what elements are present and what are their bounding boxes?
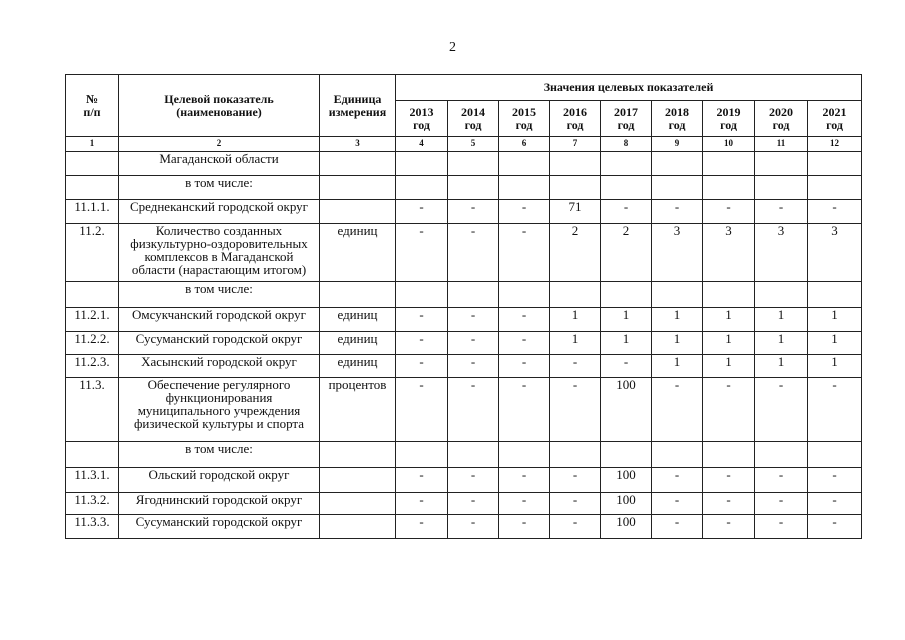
- row-value: [550, 176, 601, 200]
- row-value: 3: [755, 224, 808, 282]
- column-number: 9: [652, 137, 703, 152]
- row-value: 2: [550, 224, 601, 282]
- row-value: 3: [808, 224, 862, 282]
- row-value: -: [499, 224, 550, 282]
- column-number: 11: [755, 137, 808, 152]
- row-value: [808, 442, 862, 468]
- row-value: -: [550, 468, 601, 493]
- column-number: 5: [448, 137, 499, 152]
- row-value: -: [652, 200, 703, 224]
- row-value: 1: [808, 355, 862, 378]
- header-year-word: год: [826, 117, 843, 132]
- header-year: [703, 101, 755, 137]
- row-indicator-name: Количество созданных физкультурно-оздоровительных комплексов в Магаданской области (нарастающим итогом): [119, 224, 320, 282]
- table-row: [66, 355, 862, 378]
- row-value: [703, 176, 755, 200]
- table-row: [66, 308, 862, 332]
- row-indicator-name: в том числе:: [119, 442, 320, 468]
- row-value: -: [499, 332, 550, 355]
- row-value: [396, 442, 448, 468]
- row-value: [499, 442, 550, 468]
- header-year: [808, 101, 862, 137]
- row-value: [755, 282, 808, 308]
- target-indicators-table: [65, 74, 862, 539]
- row-value: -: [396, 332, 448, 355]
- row-value: -: [448, 493, 499, 515]
- row-value: -: [448, 355, 499, 378]
- row-indicator-name: Сусуманский городской округ: [119, 332, 320, 355]
- row-code: [66, 282, 119, 308]
- header-year: [550, 101, 601, 137]
- row-value: -: [499, 200, 550, 224]
- header-year-word: год: [413, 117, 430, 132]
- row-value: 1: [755, 308, 808, 332]
- header-indicator: Целевой показатель (наименование): [119, 75, 320, 137]
- row-indicator-name: Ольский городской округ: [119, 468, 320, 493]
- row-indicator-name: Магаданской области: [119, 152, 320, 176]
- table-row: [66, 152, 862, 176]
- row-value: -: [808, 200, 862, 224]
- row-value: [755, 176, 808, 200]
- row-value: -: [448, 308, 499, 332]
- row-unit: единиц: [320, 224, 396, 282]
- row-value: -: [396, 308, 448, 332]
- row-value: [652, 442, 703, 468]
- row-value: 100: [601, 378, 652, 442]
- row-unit: [320, 282, 396, 308]
- row-value: -: [499, 493, 550, 515]
- row-value: [808, 282, 862, 308]
- row-value: [703, 152, 755, 176]
- row-code: 11.3.1.: [66, 468, 119, 493]
- table-row: [66, 515, 862, 539]
- row-code: 11.2.1.: [66, 308, 119, 332]
- row-value: -: [396, 378, 448, 442]
- row-value: -: [550, 493, 601, 515]
- row-value: [703, 282, 755, 308]
- row-value: [396, 152, 448, 176]
- row-unit: [320, 200, 396, 224]
- table-row: [66, 224, 862, 282]
- row-code: 11.2.2.: [66, 332, 119, 355]
- header-year-number: 2015: [512, 104, 536, 119]
- header-year-word: год: [617, 117, 635, 132]
- row-value: -: [448, 200, 499, 224]
- row-value: -: [601, 355, 652, 378]
- row-indicator-name: Хасынский городской округ: [119, 355, 320, 378]
- column-number: 2: [119, 137, 320, 152]
- row-value: -: [808, 378, 862, 442]
- row-value: -: [550, 378, 601, 442]
- row-code: 11.1.1.: [66, 200, 119, 224]
- column-number: 10: [703, 137, 755, 152]
- row-value: -: [703, 200, 755, 224]
- row-value: [499, 176, 550, 200]
- row-unit: единиц: [320, 332, 396, 355]
- row-value: -: [703, 515, 755, 539]
- row-value: -: [550, 355, 601, 378]
- row-value: 1: [550, 332, 601, 355]
- row-value: -: [448, 332, 499, 355]
- row-unit: [320, 515, 396, 539]
- header-year-number: 2017: [614, 104, 638, 119]
- row-value: -: [499, 308, 550, 332]
- row-unit: процентов: [320, 378, 396, 442]
- row-value: -: [499, 515, 550, 539]
- header-year-number: 2018: [665, 104, 689, 119]
- row-value: 71: [550, 200, 601, 224]
- row-value: 1: [755, 332, 808, 355]
- row-value: -: [396, 468, 448, 493]
- table-row: [66, 442, 862, 468]
- row-value: [703, 442, 755, 468]
- row-value: 1: [652, 332, 703, 355]
- row-value: -: [755, 468, 808, 493]
- table-row: [66, 176, 862, 200]
- row-value: -: [396, 355, 448, 378]
- row-value: [601, 282, 652, 308]
- row-value: -: [601, 200, 652, 224]
- row-code: 11.3.2.: [66, 493, 119, 515]
- row-value: [499, 282, 550, 308]
- row-value: [601, 442, 652, 468]
- row-value: [550, 152, 601, 176]
- header-year: [499, 101, 550, 137]
- row-value: -: [550, 515, 601, 539]
- row-value: 1: [652, 355, 703, 378]
- row-value: -: [703, 378, 755, 442]
- row-value: -: [652, 493, 703, 515]
- row-value: [550, 442, 601, 468]
- row-value: 3: [703, 224, 755, 282]
- row-value: -: [499, 355, 550, 378]
- row-value: 3: [652, 224, 703, 282]
- row-value: [396, 176, 448, 200]
- header-year-number: 2016: [563, 104, 587, 119]
- row-value: [448, 282, 499, 308]
- header-year-word: год: [515, 117, 533, 132]
- row-value: -: [808, 493, 862, 515]
- row-value: -: [448, 224, 499, 282]
- row-value: 100: [601, 493, 652, 515]
- header-year-word: год: [566, 117, 584, 132]
- row-value: [550, 282, 601, 308]
- row-value: [396, 282, 448, 308]
- row-value: -: [396, 515, 448, 539]
- table-row: [66, 200, 862, 224]
- column-number: 4: [396, 137, 448, 152]
- header-year: [448, 101, 499, 137]
- row-value: -: [808, 515, 862, 539]
- row-value: [652, 282, 703, 308]
- row-indicator-name: в том числе:: [119, 282, 320, 308]
- row-value: [755, 152, 808, 176]
- row-indicator-name: Среднеканский городской округ: [119, 200, 320, 224]
- header-year: [652, 101, 703, 137]
- row-value: [601, 176, 652, 200]
- row-value: -: [755, 200, 808, 224]
- header-year-number: 2014: [461, 104, 485, 119]
- header-num: № п/п: [66, 75, 119, 137]
- row-value: -: [703, 468, 755, 493]
- column-numbers-row: [66, 137, 862, 152]
- header-values-group: Значения целевых показателей: [396, 75, 862, 101]
- table-body: [66, 137, 862, 539]
- row-value: -: [448, 515, 499, 539]
- row-unit: [320, 468, 396, 493]
- column-number: 8: [601, 137, 652, 152]
- page-number: 2: [449, 40, 456, 55]
- row-indicator-name: Ягоднинский городской округ: [119, 493, 320, 515]
- row-value: 1: [703, 332, 755, 355]
- row-code: [66, 442, 119, 468]
- table-row: [66, 332, 862, 355]
- header-year: [755, 101, 808, 137]
- row-value: -: [755, 515, 808, 539]
- header-unit: Единица измерения: [320, 75, 396, 137]
- header-year-number: 2013: [409, 104, 434, 119]
- row-value: -: [652, 378, 703, 442]
- header-year-word: год: [720, 117, 737, 132]
- row-value: [808, 152, 862, 176]
- row-value: -: [396, 200, 448, 224]
- row-value: 1: [601, 332, 652, 355]
- table-row: [66, 282, 862, 308]
- header-year-number: 2020: [769, 104, 793, 119]
- row-value: 1: [808, 332, 862, 355]
- column-number: 1: [66, 137, 119, 152]
- row-indicator-name: в том числе:: [119, 176, 320, 200]
- row-value: [601, 152, 652, 176]
- row-unit: [320, 493, 396, 515]
- header-year-word: год: [464, 117, 482, 132]
- row-unit: [320, 442, 396, 468]
- row-code: [66, 176, 119, 200]
- header-year: [601, 101, 652, 137]
- row-code: [66, 152, 119, 176]
- column-number: 12: [808, 137, 862, 152]
- row-value: [808, 176, 862, 200]
- row-value: 1: [652, 308, 703, 332]
- row-value: [448, 152, 499, 176]
- row-value: -: [499, 378, 550, 442]
- row-unit: [320, 176, 396, 200]
- row-unit: [320, 152, 396, 176]
- column-number: 7: [550, 137, 601, 152]
- table-row: [66, 493, 862, 515]
- row-value: -: [652, 468, 703, 493]
- column-number: 6: [499, 137, 550, 152]
- header-year-word: год: [772, 117, 790, 132]
- header-year-number: 2021: [822, 104, 847, 119]
- row-value: 100: [601, 515, 652, 539]
- row-code: 11.3.3.: [66, 515, 119, 539]
- row-value: -: [703, 493, 755, 515]
- row-value: [652, 152, 703, 176]
- row-value: -: [652, 515, 703, 539]
- row-value: 1: [550, 308, 601, 332]
- header-year-number: 2019: [716, 104, 741, 119]
- row-indicator-name: Обеспечение регулярного функционирования муниципального учреждения физической культуры и спорта: [119, 378, 320, 442]
- row-code: 11.2.: [66, 224, 119, 282]
- row-value: [755, 442, 808, 468]
- row-value: -: [808, 468, 862, 493]
- header-year: [396, 101, 448, 137]
- row-value: 100: [601, 468, 652, 493]
- row-code: 11.2.3.: [66, 355, 119, 378]
- row-value: 2: [601, 224, 652, 282]
- column-number: 3: [320, 137, 396, 152]
- table-row: [66, 468, 862, 493]
- row-value: 1: [755, 355, 808, 378]
- row-indicator-name: Сусуманский городской округ: [119, 515, 320, 539]
- header-year-word: год: [668, 117, 686, 132]
- row-value: -: [755, 493, 808, 515]
- row-value: -: [396, 224, 448, 282]
- row-value: 1: [601, 308, 652, 332]
- row-value: [448, 176, 499, 200]
- row-value: -: [396, 493, 448, 515]
- row-value: 1: [703, 355, 755, 378]
- row-value: [499, 152, 550, 176]
- row-value: 1: [703, 308, 755, 332]
- row-value: -: [755, 378, 808, 442]
- row-unit: единиц: [320, 355, 396, 378]
- table-row: [66, 378, 862, 442]
- row-code: 11.3.: [66, 378, 119, 442]
- row-value: [448, 442, 499, 468]
- row-indicator-name: Омсукчанский городской округ: [119, 308, 320, 332]
- row-value: -: [448, 468, 499, 493]
- row-value: 1: [808, 308, 862, 332]
- row-value: -: [448, 378, 499, 442]
- row-value: [652, 176, 703, 200]
- row-unit: единиц: [320, 308, 396, 332]
- row-value: -: [499, 468, 550, 493]
